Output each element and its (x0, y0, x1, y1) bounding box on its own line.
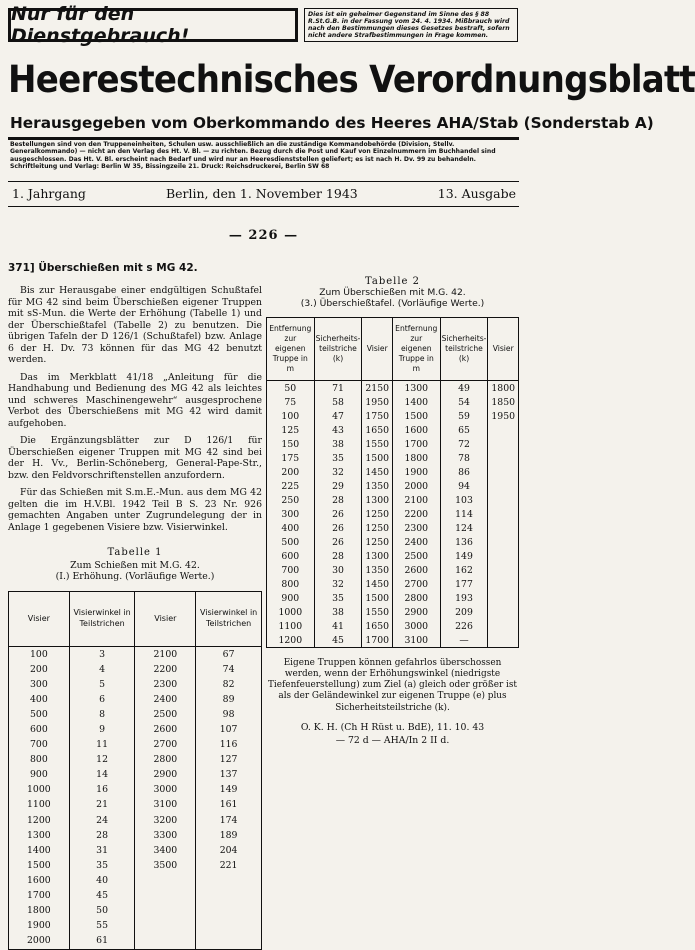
table2-cell: 225 (267, 479, 315, 493)
table1-cell: 2800 (135, 752, 196, 767)
table1-cell: 161 (196, 798, 262, 813)
table1-cell: 3300 (135, 828, 196, 843)
table2-cell: 3000 (392, 619, 440, 633)
table2-cell: 2100 (392, 493, 440, 507)
table1-row (9, 737, 262, 752)
table1-cell (196, 873, 262, 888)
table1-cell: 16 (69, 783, 135, 798)
table2-cell (488, 605, 519, 619)
table1-title: Tabelle 1 (107, 547, 163, 559)
table1-cell: 35 (69, 858, 135, 873)
table2-cell: 65 (440, 423, 488, 437)
table2-cell: 1500 (362, 451, 393, 465)
table1-cell: 1900 (9, 918, 70, 933)
table2-cell: 175 (267, 451, 315, 465)
table2-row (267, 563, 519, 577)
table1-row (9, 722, 262, 737)
table1-cell (135, 888, 196, 903)
table2-row (267, 451, 519, 465)
table2-header-row (267, 318, 519, 381)
table2-row (267, 423, 519, 437)
table2-cell: 209 (440, 605, 488, 619)
table1-row (9, 646, 262, 662)
table1-cell: 2900 (135, 768, 196, 783)
table2-cell: 600 (267, 549, 315, 563)
table1-cell: 6 (69, 692, 135, 707)
table2-cell: 250 (267, 493, 315, 507)
table1-cell: 2200 (135, 662, 196, 677)
table2-cell: 1350 (362, 563, 393, 577)
table1-cell: 400 (9, 692, 70, 707)
table2-cell: 78 (440, 451, 488, 465)
table1-cell (135, 918, 196, 933)
table2-col-entfernung: Entfernung zur eigenen Truppe in m (267, 318, 315, 381)
table1-cell: 1000 (9, 783, 70, 798)
table2-cell: 2150 (362, 381, 393, 396)
table2-cell: 1450 (362, 465, 393, 479)
article-paragraph: Für das Schießen mit S.m.E.-Mun. aus dem MG 42 gelten die im H.V.Bl. 1942 Teil B S. 23 Nr. 926 gemachten Angaben unter Zugrundelegung der in Anlage 1 gegebenen Visiere bzw. Visierwinkel. (8, 487, 262, 533)
article-heading: 371] Überschießen mit s MG 42. (8, 262, 198, 274)
table1-row (9, 707, 262, 722)
table2-cell: 72 (440, 437, 488, 451)
table1-cell: 116 (196, 737, 262, 752)
table2-cell: 1450 (362, 577, 393, 591)
table1-cell: 500 (9, 707, 70, 722)
header-rule-thick (8, 137, 519, 140)
table1-cell: 21 (69, 798, 135, 813)
place-date: Berlin, den 1. November 1943 (165, 186, 358, 201)
table2-cell: 1550 (362, 605, 393, 619)
table2-cell: 71 (314, 381, 362, 396)
table1-row (9, 692, 262, 707)
table1-row (9, 798, 262, 813)
table1-row (9, 934, 262, 950)
secret-notice-box: Dies ist ein geheimer Gegenstand im Sinne des § 88 R.St.G.B. in der Fassung vom 24. 4. 1934. Mißbrauch wird nach den Bestimmungen dieses Gesetzes bestraft, sofern nicht andere Strafbestimmungen in Frage kommen. (304, 8, 518, 42)
table2-cell: 54 (440, 395, 488, 409)
table1-col-winkel: Visierwinkel in Teilstrichen (69, 591, 135, 646)
header-rule (8, 181, 519, 182)
table2-row (267, 381, 519, 396)
table1-row (9, 843, 262, 858)
table1-cell: 1800 (9, 903, 70, 918)
table2-cell: 47 (314, 409, 362, 423)
table1-cell: 67 (196, 646, 262, 662)
table1-cell: 1700 (9, 888, 70, 903)
table2-cell (488, 563, 519, 577)
table2-cell: 103 (440, 493, 488, 507)
table2-cell: 43 (314, 423, 362, 437)
page-number: — 226 — (228, 228, 299, 243)
table1-cell: 800 (9, 752, 70, 767)
table1-cell: 9 (69, 722, 135, 737)
table2-cell: 1250 (362, 521, 393, 535)
table1-subtitle: Zum Schießen mit M.G. 42. (70, 559, 200, 571)
table2-cell (488, 633, 519, 648)
table1-cell: 3400 (135, 843, 196, 858)
table1-cell: 3100 (135, 798, 196, 813)
table1-cell: 2500 (135, 707, 196, 722)
table1-cell: 700 (9, 737, 70, 752)
table2-cell (488, 451, 519, 465)
table2-cell: 1300 (392, 381, 440, 396)
table1-cell: 3200 (135, 813, 196, 828)
table1-cell: 2100 (135, 646, 196, 662)
table1-row (9, 768, 262, 783)
left-column (8, 262, 262, 950)
header-top-row (8, 3, 518, 48)
table2-cell: 3100 (392, 633, 440, 648)
table1-col-winkel2: Visierwinkel in Teilstrichen (196, 591, 262, 646)
table2-cell: 2300 (392, 521, 440, 535)
table1-cell: 40 (69, 873, 135, 888)
table1-cell: 61 (69, 934, 135, 950)
table2-cell: 32 (314, 577, 362, 591)
table2-body (267, 381, 519, 648)
table2-col-sicherheit2: Sicherheits-teilstriche (k) (440, 318, 488, 381)
issue-row (12, 186, 516, 201)
article-paragraph: Das im Merkblatt 41/18 „Anleitung für die Handhabung und Bedienung des MG 42 als leichtes und schweres Maschinengewehr“ ausgesprochene Verbot des Überschießens mit MG 42 wird damit aufgehoben. (8, 371, 262, 429)
table1-cell: 1600 (9, 873, 70, 888)
table2-cell: 1800 (488, 381, 519, 396)
table2-cell: 32 (314, 465, 362, 479)
table1-row (9, 858, 262, 873)
table2-cell: 150 (267, 437, 315, 451)
table1-cell: 31 (69, 843, 135, 858)
issue-rule (8, 206, 519, 207)
table2-row (267, 633, 519, 648)
table2-cell (488, 493, 519, 507)
table1-cell (196, 918, 262, 933)
reference-line-2: — 72 d — AHA/In 2 II d. (335, 734, 450, 746)
table2-cell: 124 (440, 521, 488, 535)
table2-col-visier: Visier (362, 318, 393, 381)
table1-row (9, 828, 262, 843)
table2-cell: 1500 (362, 591, 393, 605)
table2-cell: 2200 (392, 507, 440, 521)
table2-cell: 1400 (392, 395, 440, 409)
table2-cell: 1350 (362, 479, 393, 493)
table2-cell: 2500 (392, 549, 440, 563)
table1-cell: 3500 (135, 858, 196, 873)
table1-cell: 1100 (9, 798, 70, 813)
table1-cell: 24 (69, 813, 135, 828)
table1-cell (135, 934, 196, 950)
table1-cell: 4 (69, 662, 135, 677)
table2-row (267, 507, 519, 521)
table2-cell: 2900 (392, 605, 440, 619)
table1-cell: 14 (69, 768, 135, 783)
table1-cell: 8 (69, 707, 135, 722)
table1-body (9, 646, 262, 949)
table2-cell: 1200 (267, 633, 315, 648)
table1-cell: 2400 (135, 692, 196, 707)
table2-cell: 38 (314, 437, 362, 451)
table2-cell: 1900 (392, 465, 440, 479)
table2-cell: 35 (314, 591, 362, 605)
table1-cell: 900 (9, 768, 70, 783)
table2-cell: 1000 (267, 605, 315, 619)
table2-cell (488, 507, 519, 521)
table1-cell: 3000 (135, 783, 196, 798)
table2-cell: 100 (267, 409, 315, 423)
table1-cell: 127 (196, 752, 262, 767)
table2-cell: 30 (314, 563, 362, 577)
table1-cell: 107 (196, 722, 262, 737)
table2-cell: 1950 (488, 409, 519, 423)
table2-cell: 177 (440, 577, 488, 591)
table1-row (9, 918, 262, 933)
table1-cell: 300 (9, 677, 70, 692)
classification-box: Nur für den Dienstgebrauch! (8, 8, 298, 42)
table1-cell: 98 (196, 707, 262, 722)
table2-cell (488, 479, 519, 493)
table1-cell: 28 (69, 828, 135, 843)
publication-subtitle: Herausgegeben vom Oberkommando des Heeres AHA/Stab (Sonderstab A) (10, 114, 654, 132)
table2-cell: 200 (267, 465, 315, 479)
table2-col-sicherheit: Sicherheits-teilstriche (k) (314, 318, 362, 381)
footnote: Eigene Truppen können gefahrlos überschossen werden, wenn der Erhöhungswinkel (niedrigste Tiefenfeuerstellung) zum Ziel (a) gleich oder größer ist als der Geländewinkel zur eigenen Truppe (e) plus Sicherheitsteilstriche (k). (268, 658, 517, 713)
table2-cell: 29 (314, 479, 362, 493)
table2-cell: 2700 (392, 577, 440, 591)
table2-cell: 26 (314, 507, 362, 521)
article-paragraph: Die Ergänzungsblätter zur D 126/1 für Überschießen eigener Truppen mit MG 42 sind bei der H. Vv., Berlin-Schöneberg, General-Pape-Str., bzw. den Feldvorschriftenstellen anzufordern. (8, 435, 262, 481)
table2-cell: 125 (267, 423, 315, 437)
table1-cell: 204 (196, 843, 262, 858)
table2-row (267, 493, 519, 507)
table1-cell (135, 873, 196, 888)
table1-cell: 12 (69, 752, 135, 767)
table1-cell: 1500 (9, 858, 70, 873)
table2-cell: 59 (440, 409, 488, 423)
table1-cell: 600 (9, 722, 70, 737)
table2-subtitle: Zum Überschießen mit M.G. 42. (319, 287, 466, 298)
table2-cell: 94 (440, 479, 488, 493)
table2-cell: 1550 (362, 437, 393, 451)
table1-cell: 174 (196, 813, 262, 828)
table1-row (9, 903, 262, 918)
table2-row (267, 619, 519, 633)
table2-cell: 26 (314, 535, 362, 549)
table1-cell: 100 (9, 646, 70, 662)
table2-cell: — (440, 633, 488, 648)
table2-cell: 2000 (392, 479, 440, 493)
table2-cell: 136 (440, 535, 488, 549)
issue-label: 13. Ausgabe (437, 186, 516, 201)
table2-cell: 400 (267, 521, 315, 535)
table1-cell: 137 (196, 768, 262, 783)
table1-cell: 74 (196, 662, 262, 677)
reference-line: O. K. H. (Ch H Rüst u. BdE), 11. 10. 43 (300, 721, 485, 733)
table1-cell: 189 (196, 828, 262, 843)
table2-cell: 1600 (392, 423, 440, 437)
table2-cell: 149 (440, 549, 488, 563)
table2-cell (488, 591, 519, 605)
table1-row (9, 888, 262, 903)
table2-row (267, 605, 519, 619)
table2-col-visier2: Visier (488, 318, 519, 381)
ordering-note: Bestellungen sind von den Truppeneinheiten, Schulen usw. ausschließlich an die zuständige Kommandobehörde (Division, Stellv. Generalkommando) — nicht an den Verlag des Ht. V. Bl. — zu richten. Bezug durch die Post und Kauf von Einzelnummern im Buchhandel sind ausgeschlossen. Das Ht. V. Bl. erscheint nach Bedarf und wird nur an Heeresdienststellen geliefert; es ist nach H. Dv. 99 zu behandeln. Schriftleitung und Verlag: Berlin W 35, Bissingzeile 21. Druck: Reichsdruckerei, Berlin SW 68 (10, 141, 496, 171)
table2-cell: 1250 (362, 535, 393, 549)
table2-cell: 26 (314, 521, 362, 535)
table2-cell (488, 619, 519, 633)
table2-cell: 49 (440, 381, 488, 396)
table1-cell (196, 934, 262, 950)
table2-cell: 162 (440, 563, 488, 577)
table2-cell: 1700 (362, 633, 393, 648)
table2-cell: 500 (267, 535, 315, 549)
table2-cell: 50 (267, 381, 315, 396)
table1-cell (196, 903, 262, 918)
table1-cell: 45 (69, 888, 135, 903)
table1-subtitle2: (I.) Erhöhung. (Vorläufige Werte.) (55, 571, 215, 583)
table2-cell: 86 (440, 465, 488, 479)
table1-row (9, 677, 262, 692)
article-paragraph: Bis zur Herausgabe einer endgültigen Schußtafel für MG 42 sind beim Überschießen eigener Truppen mit sS-Mun. die Werte der Erhöhung (Tabelle 1) und der Überschießtafel (Tabelle 2) zu benutzen. Die übrigen Tafeln der D 126/1 (Schußtafel) bzw. Anlage 6 der H. Dv. 73 können für das MG 42 benutzt werden. (8, 285, 262, 366)
table2-cell: 35 (314, 451, 362, 465)
table1-cell: 5 (69, 677, 135, 692)
table2-cell: 1950 (362, 395, 393, 409)
table2-cell: 1100 (267, 619, 315, 633)
table2-cell: 1750 (362, 409, 393, 423)
table2-cell: 58 (314, 395, 362, 409)
table2-cell (488, 549, 519, 563)
table2-row (267, 521, 519, 535)
table2-cell: 1800 (392, 451, 440, 465)
table2-cell (488, 535, 519, 549)
table1-cell: 221 (196, 858, 262, 873)
table1-cell: 89 (196, 692, 262, 707)
table2-cell (488, 465, 519, 479)
table2-cell: 1300 (362, 549, 393, 563)
table2-cell: 2800 (392, 591, 440, 605)
table1-cell: 2600 (135, 722, 196, 737)
table1-header-row (9, 591, 262, 646)
table2-cell: 700 (267, 563, 315, 577)
table1-cell: 2000 (9, 934, 70, 950)
table2-cell: 28 (314, 549, 362, 563)
table1-cell: 149 (196, 783, 262, 798)
table2-cell (488, 423, 519, 437)
table2-cell: 114 (440, 507, 488, 521)
table2-cell: 2400 (392, 535, 440, 549)
table1-row (9, 873, 262, 888)
table1-col-visier2: Visier (135, 591, 196, 646)
table2-cell: 28 (314, 493, 362, 507)
table2-col-entfernung2: Entfernung zur eigenen Truppe in m (392, 318, 440, 381)
table2-title: Tabelle 2 (364, 276, 421, 287)
right-column (266, 276, 519, 746)
table2-cell: 1700 (392, 437, 440, 451)
table1-cell: 1300 (9, 828, 70, 843)
table2-cell: 300 (267, 507, 315, 521)
table2 (266, 317, 519, 648)
publication-title: Heerestechnisches Verordnungsblatt (8, 58, 695, 101)
table2-row (267, 577, 519, 591)
table2-row (267, 479, 519, 493)
table1-row (9, 783, 262, 798)
table1-col-visier: Visier (9, 591, 70, 646)
table2-cell: 1650 (362, 423, 393, 437)
table2-cell: 1300 (362, 493, 393, 507)
table1-row (9, 813, 262, 828)
table2-cell (488, 577, 519, 591)
table2-cell (488, 521, 519, 535)
table1-cell: 200 (9, 662, 70, 677)
table1-cell: 3 (69, 646, 135, 662)
table2-cell: 38 (314, 605, 362, 619)
table2-cell: 800 (267, 577, 315, 591)
table2-row (267, 395, 519, 409)
table1-cell: 82 (196, 677, 262, 692)
table2-row (267, 437, 519, 451)
table2-cell: 45 (314, 633, 362, 648)
table1-row (9, 662, 262, 677)
table1-cell: 55 (69, 918, 135, 933)
table1-row (9, 752, 262, 767)
table1-cell (196, 888, 262, 903)
table2-cell: 1500 (392, 409, 440, 423)
table2-cell: 1650 (362, 619, 393, 633)
table2-cell: 75 (267, 395, 315, 409)
table2-cell: 226 (440, 619, 488, 633)
table2-cell: 900 (267, 591, 315, 605)
table2-row (267, 409, 519, 423)
table2-cell: 1850 (488, 395, 519, 409)
table2-subtitle2: (3.) Überschießtafel. (Vorläufige Werte.) (300, 298, 485, 309)
table2-cell: 41 (314, 619, 362, 633)
table2-row (267, 549, 519, 563)
table1-cell: 2700 (135, 737, 196, 752)
table2-cell: 193 (440, 591, 488, 605)
table1 (8, 591, 262, 950)
table2-cell (488, 437, 519, 451)
table1-cell: 2300 (135, 677, 196, 692)
volume-label: 1. Jahrgang (12, 186, 86, 201)
table2-row (267, 591, 519, 605)
table1-cell: 1200 (9, 813, 70, 828)
table1-cell (135, 903, 196, 918)
table2-row (267, 535, 519, 549)
table1-cell: 11 (69, 737, 135, 752)
table1-cell: 1400 (9, 843, 70, 858)
table2-cell: 1250 (362, 507, 393, 521)
table2-row (267, 465, 519, 479)
table2-cell: 2600 (392, 563, 440, 577)
table1-cell: 50 (69, 903, 135, 918)
